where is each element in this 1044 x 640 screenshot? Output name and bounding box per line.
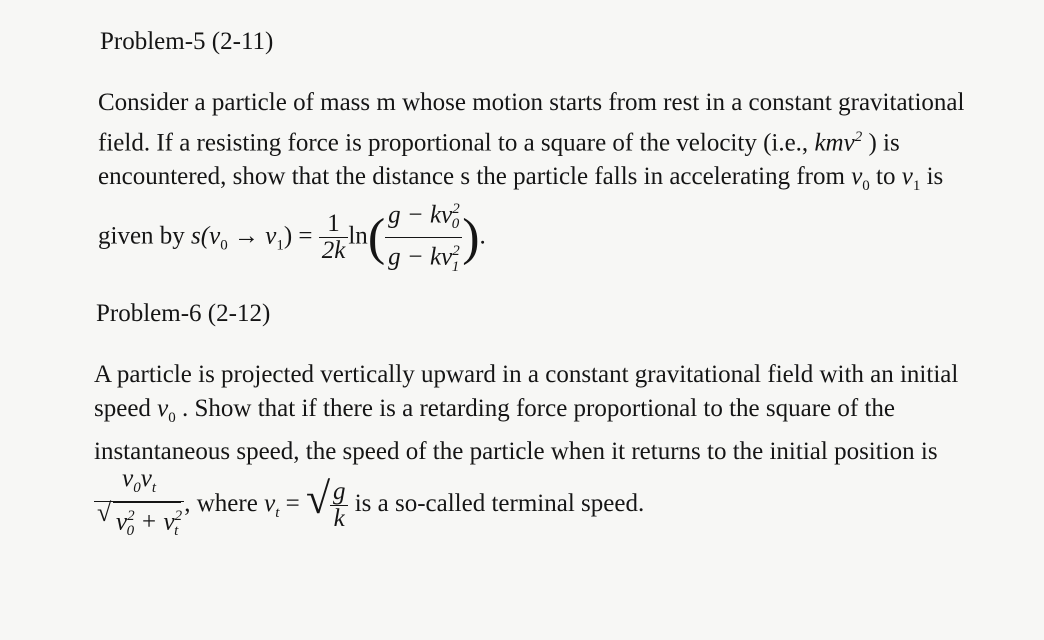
sub: 0 (133, 480, 141, 496)
text: g − kv (388, 243, 453, 271)
period: . (479, 222, 486, 250)
fraction-one-over-2k (319, 211, 349, 264)
sup: 2 (452, 201, 460, 217)
math-kmv: kmv (814, 129, 855, 157)
math-sub: 0 (168, 410, 176, 426)
text: is a so-called terminal speed. (348, 489, 645, 517)
math-sub: 0 (862, 178, 870, 195)
math-v: v (851, 163, 863, 191)
math-v: v (157, 395, 169, 422)
text: , where (184, 489, 265, 517)
sub: 1 (451, 258, 460, 275)
math-sub: 1 (912, 178, 921, 195)
text: v (122, 465, 134, 492)
frac-den: 2k (321, 237, 346, 265)
math-sub: t (275, 504, 280, 521)
right-paren: ) (462, 208, 480, 266)
problem-5-line-1: Consider a particle of mass m whose motion starts from rest in a constant gravitational (98, 89, 965, 116)
fraction-v0vt (94, 466, 184, 544)
math-arrow: → v (227, 222, 277, 250)
text: is (926, 163, 944, 191)
math-equals: = (279, 489, 300, 517)
math-v: v (264, 489, 276, 517)
sqrt-body (113, 502, 181, 544)
problem-6-line-3: instantaneous speed, the speed of the particle when it returns to the initial position is (94, 438, 938, 465)
text: ) is (862, 129, 900, 157)
math-exponent: 2 (854, 129, 863, 145)
problem-6-line-2 (94, 392, 994, 435)
radical-icon: √ (305, 473, 331, 523)
frac-den (94, 498, 184, 544)
text: v (140, 465, 152, 492)
text: + v (134, 508, 175, 536)
sqrt-g-over-k (305, 473, 349, 532)
frac-num (385, 196, 462, 238)
text: encountered, show that the distance s the particle falls in accelerating from (98, 163, 852, 191)
sub: 0 (126, 523, 135, 540)
math-sub: 1 (276, 237, 284, 254)
fraction-ln-argument (385, 196, 462, 280)
problem-6-line-1: A particle is projected vertically upward in a constant gravitational field with an initial (94, 361, 959, 388)
sub: t (151, 480, 157, 496)
text: speed (94, 395, 158, 422)
fraction-g-over-k (330, 479, 349, 532)
text: to (869, 163, 902, 191)
problem-6-heading: Problem-6 (2-12) (96, 300, 271, 327)
text: g − kv (388, 201, 453, 229)
sup: 2 (174, 508, 183, 524)
math-equals: ) = (283, 222, 313, 250)
text: v (116, 508, 128, 536)
problem-5-equation (98, 196, 486, 280)
sub: 0 (451, 216, 460, 233)
text: given by (98, 222, 192, 250)
problem-6-equation (94, 466, 644, 544)
left-paren: ( (367, 208, 386, 266)
math-v: v (901, 163, 913, 191)
problem-5-heading: Problem-5 (2-11) (100, 28, 274, 55)
frac-den: k (333, 504, 345, 532)
sup: 2 (452, 243, 460, 260)
sub: t (174, 523, 179, 540)
problem-6-statement (94, 358, 994, 469)
radical-icon: √ (97, 498, 112, 527)
sqrt-sign (97, 498, 183, 544)
frac-den (385, 238, 462, 279)
math-sub: 0 (220, 237, 228, 254)
frac-num (94, 466, 184, 502)
problem-5-statement (98, 86, 998, 203)
problem-5-line-2 (98, 120, 998, 160)
sup: 2 (127, 508, 135, 524)
text: . Show that if there is a retarding force proportional to the square of the (175, 395, 895, 422)
frac-num: g (330, 479, 349, 506)
math-ln: ln (348, 222, 368, 250)
frac-num: 1 (319, 211, 349, 238)
math-lhs: s(v (191, 222, 221, 250)
text: field. If a resisting force is proportional to a square of the velocity (i.e., (98, 129, 815, 157)
